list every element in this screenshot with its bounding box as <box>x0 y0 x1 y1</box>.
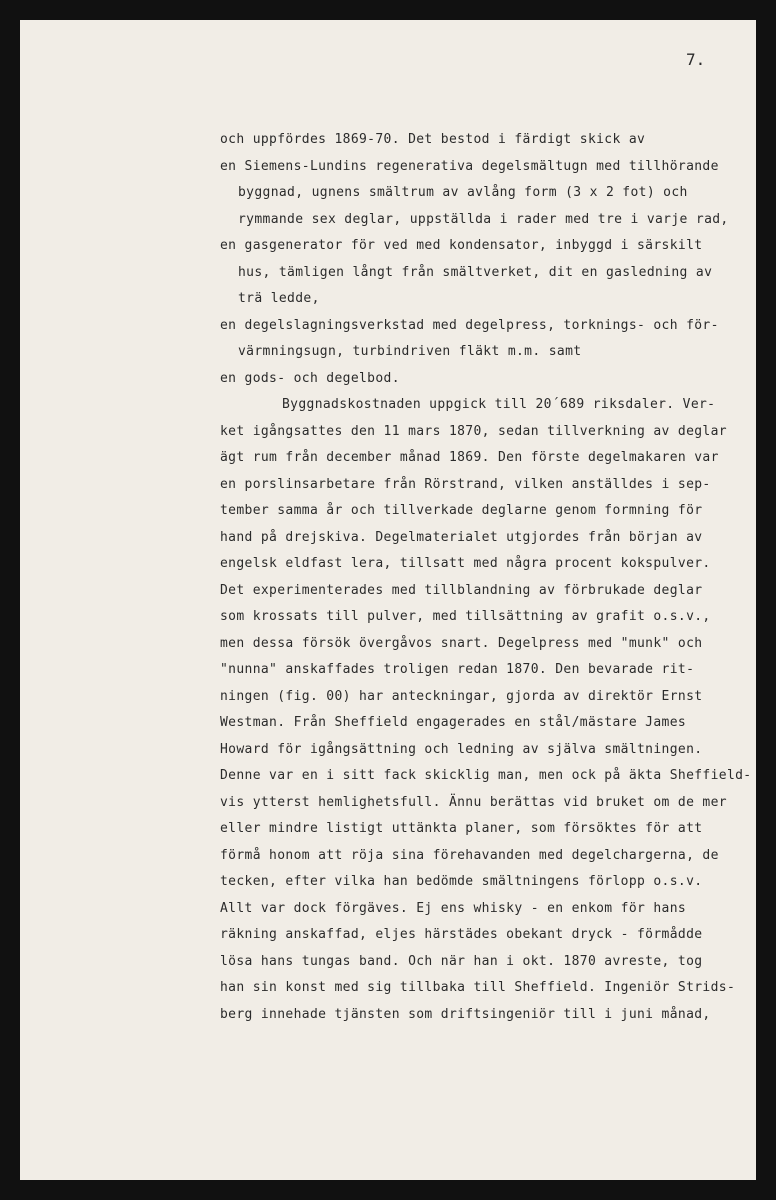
text-line: ket igångsattes den 11 mars 1870, sedan tillverkning av deglar <box>220 423 727 439</box>
text-line: Allt var dock förgäves. Ej ens whisky - en enkom för hans <box>220 900 687 916</box>
text-line: engelsk eldfast lera, tillsatt med några procent kokspulver. <box>220 556 711 571</box>
text-line: men dessa försök övergåvos snart. Degelpress med "munk" och <box>220 635 703 651</box>
text-line: ägt rum från december månad 1869. Den förste degelmakaren var <box>220 450 719 465</box>
text-line: en porslinsarbetare från Rörstrand, vilken anställdes i sep- <box>220 476 711 492</box>
text-line: tember samma år och tillverkade deglarne genom formning för <box>220 503 703 518</box>
text-line: en gods- och degelbod. <box>220 370 400 386</box>
text-line: ningen (fig. 00) har anteckningar, gjorda av direktör Ernst <box>220 688 703 704</box>
text-line: byggnad, ugnens smältrum av avlång form (3 x 2 fot) och <box>238 185 688 200</box>
text-line: Howard för igångsättning och ledning av själva smältningen. <box>220 741 703 757</box>
text-line: Westman. Från Sheffield engagerades en stål/mästare James <box>220 715 687 730</box>
page-number: 7. <box>686 50 706 69</box>
text-line: berg innehade tjänsten som driftsingeniör till i juni månad, <box>220 1006 711 1022</box>
body-text <box>220 127 760 1028</box>
text-line: Denne var en i sitt fack skicklig man, men ock på äkta Sheffield- <box>220 768 752 783</box>
text-line: som krossats till pulver, med tillsättning av grafit o.s.v., <box>220 609 711 624</box>
text-line: förmå honom att röja sina förehavanden med degelchargerna, de <box>220 847 719 863</box>
text-line: en degelslagningsverkstad med degelpress, torknings- och för- <box>220 317 719 333</box>
text-line: hand på drejskiva. Degelmaterialet utgjordes från början av <box>220 529 703 545</box>
document-page <box>20 20 756 1180</box>
text-line: eller mindre listigt uttänkta planer, som försöktes för att <box>220 821 703 836</box>
text-line: "nunna" anskaffades troligen redan 1870. Den bevarade rit- <box>220 662 695 677</box>
text-line: räkning anskaffad, eljes härstädes obekant dryck - förmådde <box>220 927 703 942</box>
text-line: en gasgenerator för ved med kondensator, inbyggd i särskilt <box>220 238 703 253</box>
text-line: lösa hans tungas band. Och när han i okt. 1870 avreste, tog <box>220 953 703 969</box>
text-line: Det experimenterades med tillblandning av förbrukade deglar <box>220 582 703 598</box>
text-line: han sin konst med sig tillbaka till Sheffield. Ingeniör Strids- <box>220 980 736 995</box>
text-line: trä ledde, <box>238 291 320 306</box>
text-line: och uppfördes 1869-70. Det bestod i färdigt skick av <box>220 132 646 147</box>
text-line: vis ytterst hemlighetsfull. Ännu berättas vid bruket om de mer <box>220 794 727 810</box>
text-line: rymmande sex deglar, uppställda i rader med tre i varje rad, <box>238 211 729 227</box>
text-line: värmningsugn, turbindriven fläkt m.m. samt <box>238 344 582 359</box>
text-line: hus, tämligen långt från smältverket, dit en gasledning av <box>238 264 713 280</box>
text-line: tecken, efter vilka han bedömde smältningens förlopp o.s.v. <box>220 874 703 889</box>
text-line: en Siemens-Lundins regenerativa degelsmältugn med tillhörande <box>220 158 719 174</box>
text-line: Byggnadskostnaden uppgick till 20´689 riksdaler. Ver- <box>282 397 716 412</box>
